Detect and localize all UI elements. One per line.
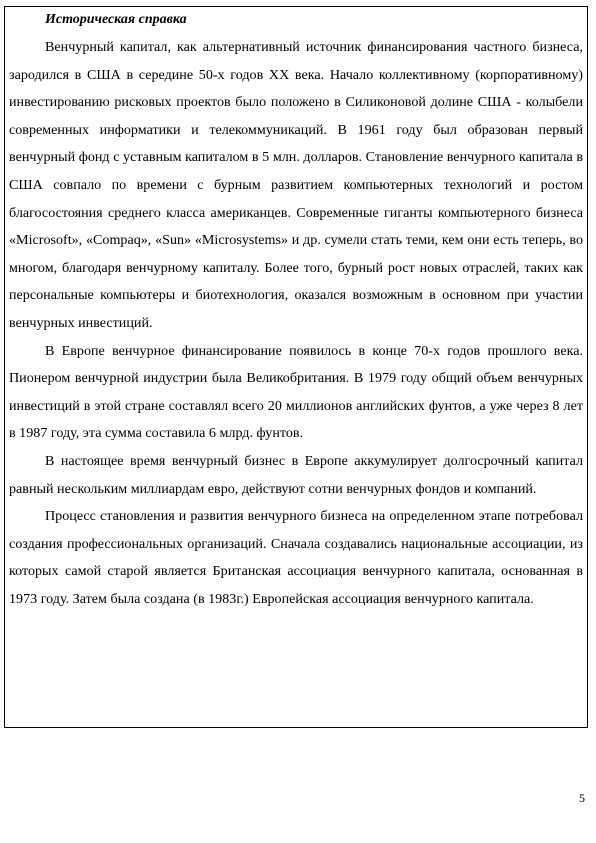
section-heading: Историческая справка (45, 12, 187, 27)
paragraph-europe-present: В настоящее время венчурный бизнес в Европе аккумулирует долгосрочный капитал равный нескольким миллиардам евро, действуют сотни венчурных фондов и компаний. (9, 452, 583, 497)
paragraph-associations: Процесс становления и развития венчурного бизнеса на определенном этапе потребовал создания профессиональных организаций. Сначала создавались национальные ассоциации, из которых самой старой является Британская ассоциация венчурного капитала, основанная в 1973 году. Затем была создана (в 1983г.) Европейская ассоциация венчурного капитала. (9, 508, 583, 607)
page-number: 5 (579, 791, 585, 805)
text-frame (4, 6, 588, 728)
paragraph-europe-origins: В Европе венчурное финансирование появилось в конце 70-х годов прошлого века. Пионером венчурной индустрии была Великобритания. В 1979 году общий объем венчурных инвестиций в этой стране составлял всего 20 миллионов английских фунтов, а уже через 8 лет в 1987 году, эта сумма составила 6 млрд. фунтов. (9, 342, 583, 442)
paragraph-usa-origins: Венчурный капитал, как альтернативный источник финансирования частного бизнеса, зародился в США в середине 50-х годов XX века. Начало коллективному (корпоративному) инвестированию рисковых проектов было положено в Силиконовой долине США - колыбели современных информатики и телекоммуникаций. В 1961 году был образован первый венчурный фонд с уставным капиталом в 5 млн. долларов. Становление венчурного капитала в США совпало по времени с бурным развитием компьютерных технологий и ростом благосостояния среднего класса американцев. Современные гиганты компьютерного бизнеса «Microsoft», «Compaq», «Sun» «Microsystems» и др. сумели стать теми, кем они есть теперь, во многом, благодаря венчурному капиталу. Более того, бурный рост новых отраслей, таких как персональные компьютеры и биотехнология, оказался возможным в основном при участии венчурных инвестиций. (9, 39, 583, 331)
